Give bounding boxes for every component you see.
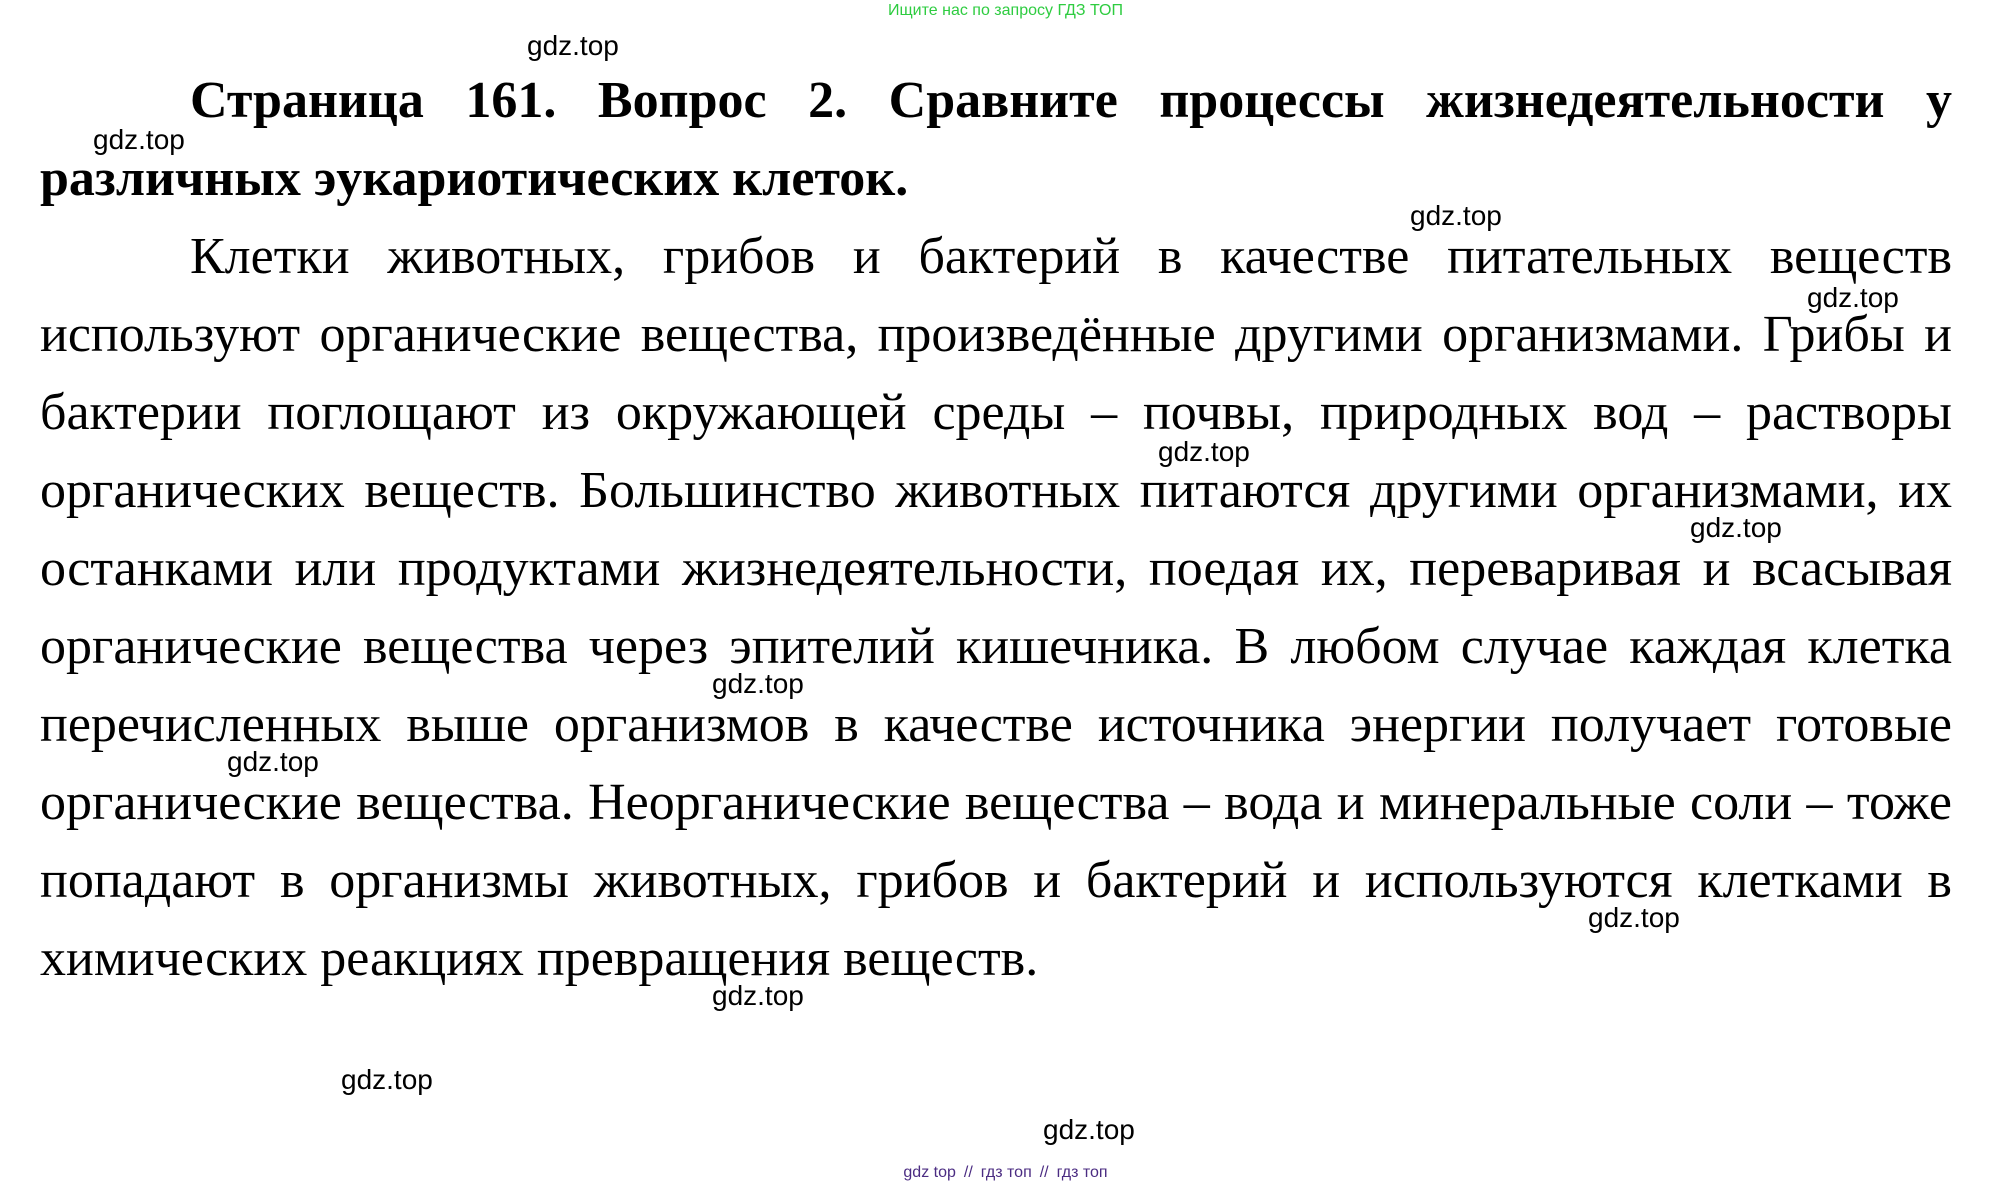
watermark: gdz.top xyxy=(227,746,319,777)
footer-separator: // xyxy=(963,1164,973,1181)
footer-separator: // xyxy=(1039,1164,1049,1181)
top-banner[interactable]: Ищите нас по запросу ГДЗ ТОП xyxy=(888,2,1123,19)
watermark: gdz.top xyxy=(527,30,619,61)
watermark: gdz.top xyxy=(1588,902,1680,933)
watermark: gdz.top xyxy=(1690,512,1782,543)
footer-link-gdz-top[interactable]: gdz top xyxy=(903,1164,956,1181)
footer-link-gdz-top-ru[interactable]: гдз топ xyxy=(980,1164,1032,1181)
watermark: gdz.top xyxy=(1410,200,1502,231)
watermark: gdz.top xyxy=(341,1064,433,1095)
watermark: gdz.top xyxy=(1807,282,1899,313)
watermark: gdz.top xyxy=(712,668,804,699)
answer-paragraph: Клетки животных, грибов и бактерий в качестве питательных веществ используют органические вещества, произведённые другими организмами. Грибы и бактерии поглощают из окружающей среды – почвы, природных вод – растворы органических веществ. Большинство животных питаются другими организмами, их останками или продуктами жизнедеятельности, поедая их, переваривая и всасывая органические вещества через эпителий кишечника. В любом случае каждая клетка перечисленных выше организмов в качестве источника энергии получает готовые органические вещества. Неорганические вещества – вода и минеральные соли – тоже попадают в организмы животных, грибов и бактерий и используются клетками в химических реакциях превращения веществ. xyxy=(40,228,1952,987)
footer-link-gdz-top-ru-2[interactable]: гдз топ xyxy=(1056,1164,1108,1181)
footer-links xyxy=(0,1164,2011,1181)
watermark: gdz.top xyxy=(93,124,185,155)
document-content xyxy=(40,62,1952,998)
watermark: gdz.top xyxy=(1158,436,1250,467)
watermark: gdz.top xyxy=(712,980,804,1011)
question-heading: Страница 161. Вопрос 2. Сравните процессы жизнедеятельности у различных эукариотических клеток. xyxy=(40,72,1952,207)
watermark: gdz.top xyxy=(1043,1114,1135,1145)
